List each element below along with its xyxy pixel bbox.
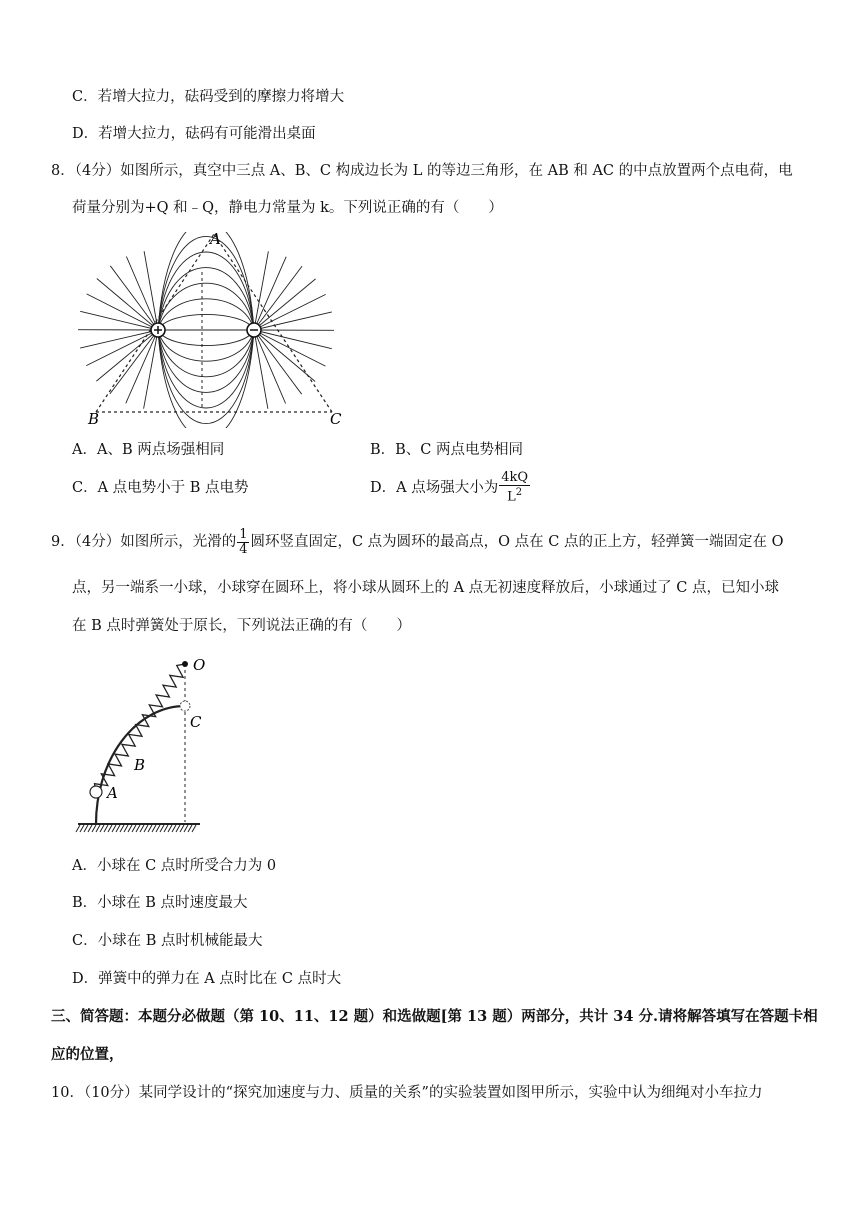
fraction-denominator: $L^2$ [507,487,523,505]
fraction-numerator: 4kQ [501,470,529,486]
q8-stem-line2: 荷量分别为+Q 和﹣Q，静电力常量为 k。下列说正确的有（ ） [72,200,503,216]
point-o-label: O [193,656,206,674]
point-c-label: C [330,410,342,428]
q9-option-a: A．小球在 C 点时所受合力为 0 [72,858,277,874]
triangle-right-side [214,234,332,412]
q8-option-a: A．A、B 两点场强相同 [72,442,225,458]
q7-option-d: D．若增大拉力，砝码有可能滑出桌面 [72,126,316,142]
q10-stem-line1: 10．（10分）某同学设计的“探究加速度与力、质量的关系”的实验装置如图甲所示，实验中认为细绳对小车拉力 [51,1085,763,1101]
q9-stem-prefix: 9．（4分）如图所示，光滑的 [51,534,237,550]
q9-stem-line3: 在 B 点时弹簧处于原长，下列说法正确的有（ ） [72,618,411,634]
q9-stem-suffix: 圆环竖直固定，C 点为圆环的最高点，O 点在 C 点的正上方，轻弹簧一端固定在 O [250,534,784,550]
pivot-o-icon [182,661,188,667]
q8-option-c: C．A 点电势小于 B 点电势 [72,480,249,496]
q7-option-c: C．若增大拉力，砝码受到的摩擦力将增大 [72,89,345,105]
point-a-label-ring: A [107,784,118,802]
ball-at-c-icon [180,701,190,711]
q9-option-b: B．小球在 B 点时速度最大 [72,895,248,911]
field-strength-fraction [499,471,530,504]
point-b-label-ring: B [134,756,146,774]
section-3-heading-line2: 应的位置， [51,1046,124,1063]
q8-stem-line1: 8．（4分）如图所示，真空中三点 A、B、C 构成边长为 L 的等边三角形，在 AB 和 AC 的中点放置两个点电荷，电 [51,163,793,179]
quarter-numerator: 1 [239,526,248,542]
q9-option-c: C．小球在 B 点时机械能最大 [72,933,263,949]
q9-stem-line1 [51,524,784,560]
q8-option-d [370,470,531,506]
ring-spring-figure [74,652,214,836]
quarter-denominator: 4 [239,541,248,557]
q8-option-d-prefix: D．A 点场强大小为 [370,480,499,496]
quarter-fraction [237,528,249,557]
q9-option-d: D．弹簧中的弹力在 A 点时比在 C 点时大 [72,971,342,987]
q8-option-b: B．B、C 两点电势相同 [370,442,524,458]
point-a-label: A [210,232,221,248]
section-3-heading-line1: 三、简答题：本题分必做题（第 10、11、12 题）和选做题[第 13 题）两部分，共计 34 分.请将解答填写在答题卡相 [51,1008,818,1025]
ball-at-a-icon [90,786,102,798]
q9-stem-line2: 点，另一端系一小球，小球穿在圆环上，将小球从圆环上的 A 点无初速度释放后，小球通过了 C 点，已知小球 [72,580,779,596]
dipole-field-figure [74,232,344,428]
point-b-label: B [88,410,100,428]
point-c-label-ring: C [190,713,202,731]
